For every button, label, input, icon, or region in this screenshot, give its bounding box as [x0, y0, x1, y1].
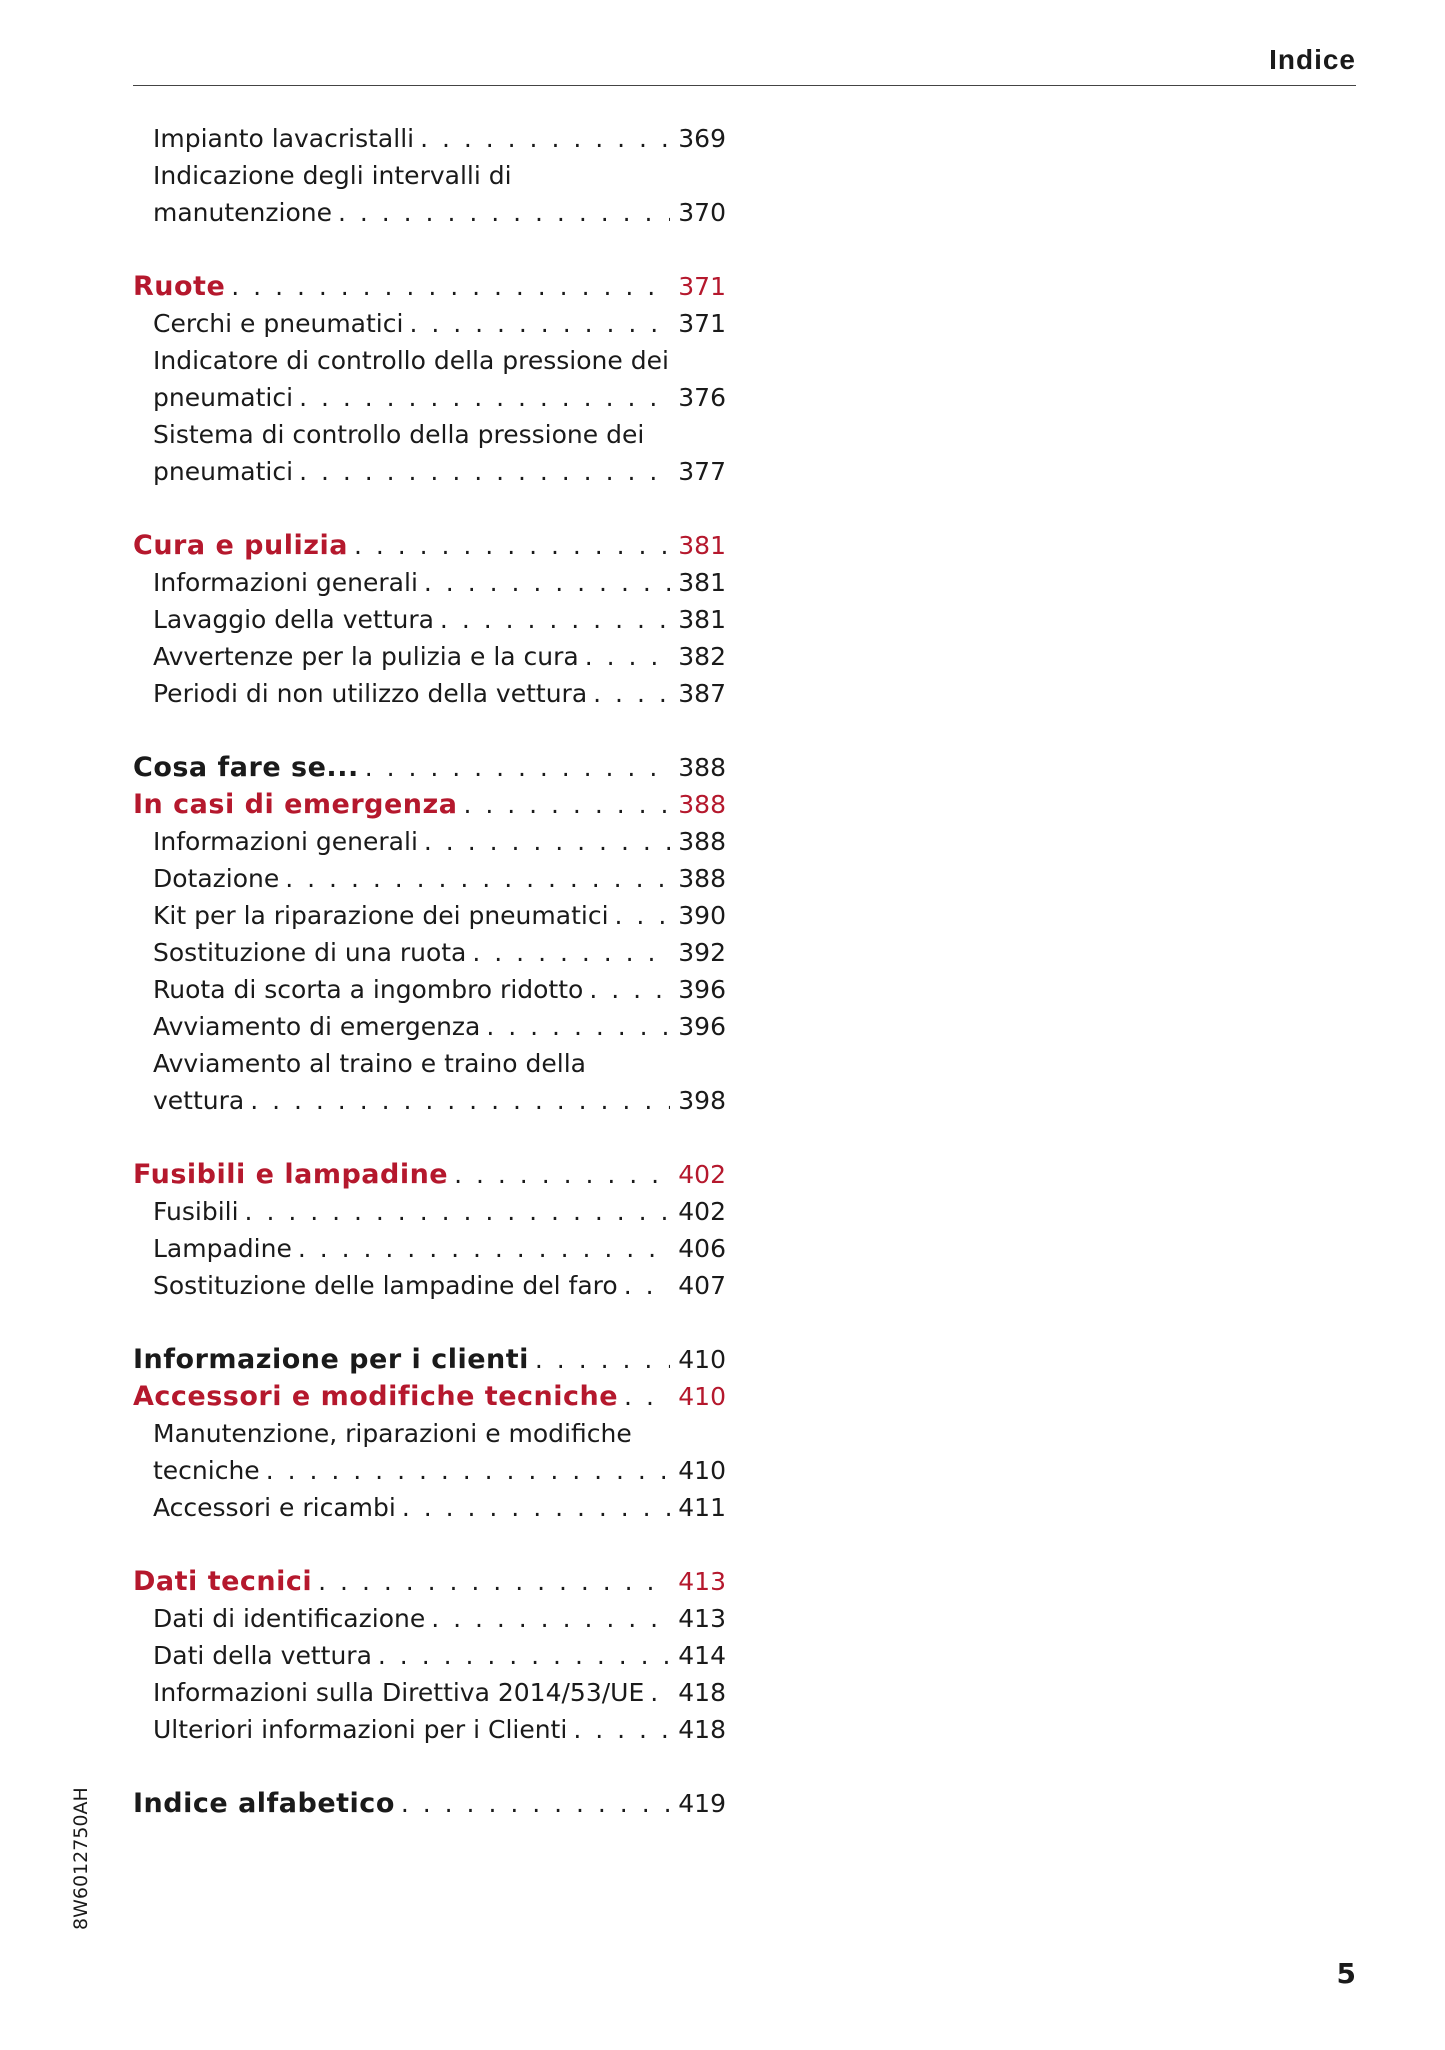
toc-chapter-cosa-fare-se[interactable]: [133, 749, 726, 786]
leader-dots: [401, 1785, 670, 1822]
leader-dots: [424, 823, 670, 860]
leader-dots: [298, 1230, 670, 1267]
leader-dots: [266, 1452, 670, 1489]
toc-entry[interactable]: [133, 860, 726, 897]
leader-dots: [440, 601, 670, 638]
toc-page-number: 381: [678, 605, 726, 634]
toc-page-number: 411: [678, 1493, 726, 1522]
toc-chapter-label: Accessori e modifiche tecniche: [133, 1381, 619, 1412]
toc-page-number: 402: [678, 1160, 726, 1189]
leader-dots: [431, 1600, 670, 1637]
toc-page-number: 382: [678, 642, 726, 671]
toc-page-number: 387: [678, 679, 726, 708]
leader-dots: [338, 194, 670, 231]
toc-page-number: 388: [678, 827, 726, 856]
toc-entry[interactable]: [133, 194, 726, 231]
leader-dots: [409, 305, 670, 342]
toc-entry[interactable]: [133, 1637, 726, 1674]
toc-page-number: 381: [678, 568, 726, 597]
toc-page-number: 418: [678, 1678, 726, 1707]
leader-dots: [231, 268, 670, 305]
leader-dots: [624, 1378, 670, 1415]
section-gap: [133, 712, 726, 749]
toc-page-number: 377: [678, 457, 726, 486]
leader-dots: [318, 1563, 670, 1600]
toc-entry-label: Cerchi e pneumatici: [153, 309, 404, 338]
leader-dots: [585, 638, 670, 675]
table-of-contents: [133, 120, 726, 1822]
toc-entry-label: manutenzione: [153, 198, 332, 227]
leader-dots: [420, 120, 670, 157]
toc-chapter-label: Fusibili e lampadine: [133, 1159, 449, 1190]
section-gap: [133, 490, 726, 527]
toc-entry-label-line1[interactable]: Indicatore di controllo della pressione dei: [153, 346, 669, 375]
toc-page-number: 371: [678, 309, 726, 338]
toc-entry-label-line1[interactable]: Manutenzione, riparazioni e modifiche: [153, 1419, 632, 1448]
toc-page-number: 407: [678, 1271, 726, 1300]
leader-dots: [454, 1156, 670, 1193]
toc-entry-label: Sostituzione di una ruota: [153, 938, 467, 967]
leader-dots: [402, 1489, 670, 1526]
toc-entry[interactable]: [133, 1452, 726, 1489]
toc-entry-label: pneumatici: [153, 457, 294, 486]
toc-entry[interactable]: [133, 379, 726, 416]
toc-entry-label: Lampadine: [153, 1234, 292, 1263]
section-gap: [133, 1748, 726, 1785]
leader-dots: [378, 1637, 670, 1674]
toc-page-number: 369: [678, 124, 726, 153]
toc-page-number: 376: [678, 383, 726, 412]
toc-entry[interactable]: [133, 1008, 726, 1045]
toc-page-number: 370: [678, 198, 726, 227]
toc-entry-label: tecniche: [153, 1456, 260, 1485]
toc-page-number: 392: [678, 938, 726, 967]
toc-entry[interactable]: [133, 564, 726, 601]
leader-dots: [299, 453, 670, 490]
toc-chapter-in-casi-di-emergenza[interactable]: [133, 786, 726, 823]
toc-entry[interactable]: [133, 453, 726, 490]
toc-entry[interactable]: [133, 1267, 726, 1304]
toc-page-number: 381: [678, 531, 726, 560]
toc-chapter-label: Ruote: [133, 271, 226, 302]
toc-entry-label-line1[interactable]: Sistema di controllo della pressione dei: [153, 420, 645, 449]
toc-entry-label: Fusibili: [153, 1197, 239, 1226]
toc-entry[interactable]: [133, 1600, 726, 1637]
leader-dots: [250, 1082, 670, 1119]
leader-dots: [245, 1193, 670, 1230]
leader-dots: [624, 1267, 670, 1304]
toc-entry[interactable]: [133, 971, 726, 1008]
toc-entry-label: Kit per la riparazione dei pneumatici: [153, 901, 609, 930]
toc-entry-label: Dotazione: [153, 864, 280, 893]
toc-chapter-label: Dati tecnici: [133, 1566, 313, 1597]
toc-entry[interactable]: [133, 1711, 726, 1748]
toc-entry-label: Periodi di non utilizzo della vettura: [153, 679, 588, 708]
toc-entry[interactable]: [133, 1489, 726, 1526]
toc-entry[interactable]: [133, 638, 726, 675]
leader-dots: [589, 971, 670, 1008]
leader-dots: [535, 1341, 670, 1378]
toc-entry-label: Ruota di scorta a ingombro ridotto: [153, 975, 584, 1004]
toc-entry-label: Impianto lavacristalli: [153, 124, 415, 153]
toc-entry[interactable]: [133, 1082, 726, 1119]
toc-chapter-fusibili-e-lampadine[interactable]: [133, 1156, 726, 1193]
toc-entry-label-line1[interactable]: Avviamento al traino e traino della: [153, 1049, 586, 1078]
toc-entry-label: Informazioni generali: [153, 568, 418, 597]
toc-chapter-cura-e-pulizia[interactable]: [133, 527, 726, 564]
toc-entry[interactable]: [133, 305, 726, 342]
toc-page-number: 398: [678, 1086, 726, 1115]
toc-entry-label: Dati di identificazione: [153, 1604, 426, 1633]
leader-dots: [424, 564, 670, 601]
leader-dots: [650, 1674, 670, 1711]
toc-chapter-accessori-e-modifiche-tecniche[interactable]: [133, 1378, 726, 1415]
toc-entry-label: Avvertenze per la pulizia e la cura: [153, 642, 579, 671]
toc-entry[interactable]: [133, 823, 726, 860]
toc-chapter-label: Cosa fare se...: [133, 752, 359, 783]
leader-dots: [615, 897, 670, 934]
toc-entry-label: Accessori e ricambi: [153, 1493, 396, 1522]
toc-entry-label: Sostituzione delle lampadine del faro: [153, 1271, 618, 1300]
leader-dots: [573, 1711, 670, 1748]
toc-entry[interactable]: [133, 1230, 726, 1267]
toc-chapter-indice-alfabetico[interactable]: [133, 1785, 726, 1822]
toc-entry[interactable]: [133, 934, 726, 971]
toc-entry-label: Informazioni sulla Direttiva 2014/53/UE: [153, 1678, 645, 1707]
leader-dots: [299, 379, 670, 416]
toc-page-number: 390: [678, 901, 726, 930]
toc-page-number: 419: [678, 1789, 726, 1818]
toc-page-number: 406: [678, 1234, 726, 1263]
toc-page-number: 396: [678, 1012, 726, 1041]
toc-entry[interactable]: [133, 120, 726, 157]
toc-chapter-label: In casi di emergenza: [133, 789, 458, 820]
toc-entry-label: Dati della vettura: [153, 1641, 372, 1670]
toc-chapter-dati-tecnici[interactable]: [133, 1563, 726, 1600]
toc-entry[interactable]: [133, 601, 726, 638]
toc-page-number: 396: [678, 975, 726, 1004]
toc-entry-label: Ulteriori informazioni per i Clienti: [153, 1715, 568, 1744]
toc-page-number: 388: [678, 864, 726, 893]
toc-page-number: 388: [678, 790, 726, 819]
toc-page-number: 413: [678, 1604, 726, 1633]
toc-chapter-label: Cura e pulizia: [133, 530, 348, 561]
leader-dots: [463, 786, 670, 823]
toc-page-number: 371: [678, 272, 726, 301]
toc-entry-label: Informazioni generali: [153, 827, 418, 856]
toc-entry-label: pneumatici: [153, 383, 294, 412]
document-code: 8W6012750AH: [70, 1787, 92, 1930]
toc-entry[interactable]: [133, 675, 726, 712]
leader-dots: [593, 675, 670, 712]
toc-entry[interactable]: [133, 897, 726, 934]
toc-chapter-label: Informazione per i clienti: [133, 1344, 529, 1375]
page-number: 5: [1336, 1957, 1356, 1990]
section-gap: [133, 1526, 726, 1563]
toc-chapter-label: Indice alfabetico: [133, 1788, 395, 1819]
toc-entry[interactable]: [133, 1193, 726, 1230]
page-header-title: Indice: [1269, 44, 1356, 75]
toc-entry-label: Avviamento di emergenza: [153, 1012, 481, 1041]
toc-page-number: 402: [678, 1197, 726, 1226]
leader-dots: [472, 934, 670, 971]
leader-dots: [285, 860, 670, 897]
leader-dots: [354, 527, 670, 564]
toc-entry-label: Lavaggio della vettura: [153, 605, 434, 634]
toc-chapter-ruote[interactable]: [133, 268, 726, 305]
toc-page-number: 410: [678, 1345, 726, 1374]
toc-page-number: 410: [678, 1456, 726, 1485]
toc-chapter-informazione-per-i-clienti[interactable]: [133, 1341, 726, 1378]
leader-dots: [365, 749, 670, 786]
toc-page-number: 413: [678, 1567, 726, 1596]
toc-entry-label: vettura: [153, 1086, 245, 1115]
toc-page-number: 388: [678, 753, 726, 782]
header-divider: [133, 85, 1356, 86]
toc-entry[interactable]: [133, 1674, 726, 1711]
toc-page-number: 410: [678, 1382, 726, 1411]
leader-dots: [486, 1008, 670, 1045]
toc-page-number: 414: [678, 1641, 726, 1670]
section-gap: [133, 1119, 726, 1156]
toc-page-number: 418: [678, 1715, 726, 1744]
section-gap: [133, 231, 726, 268]
section-gap: [133, 1304, 726, 1341]
toc-entry-label-line1[interactable]: Indicazione degli intervalli di: [153, 161, 512, 190]
